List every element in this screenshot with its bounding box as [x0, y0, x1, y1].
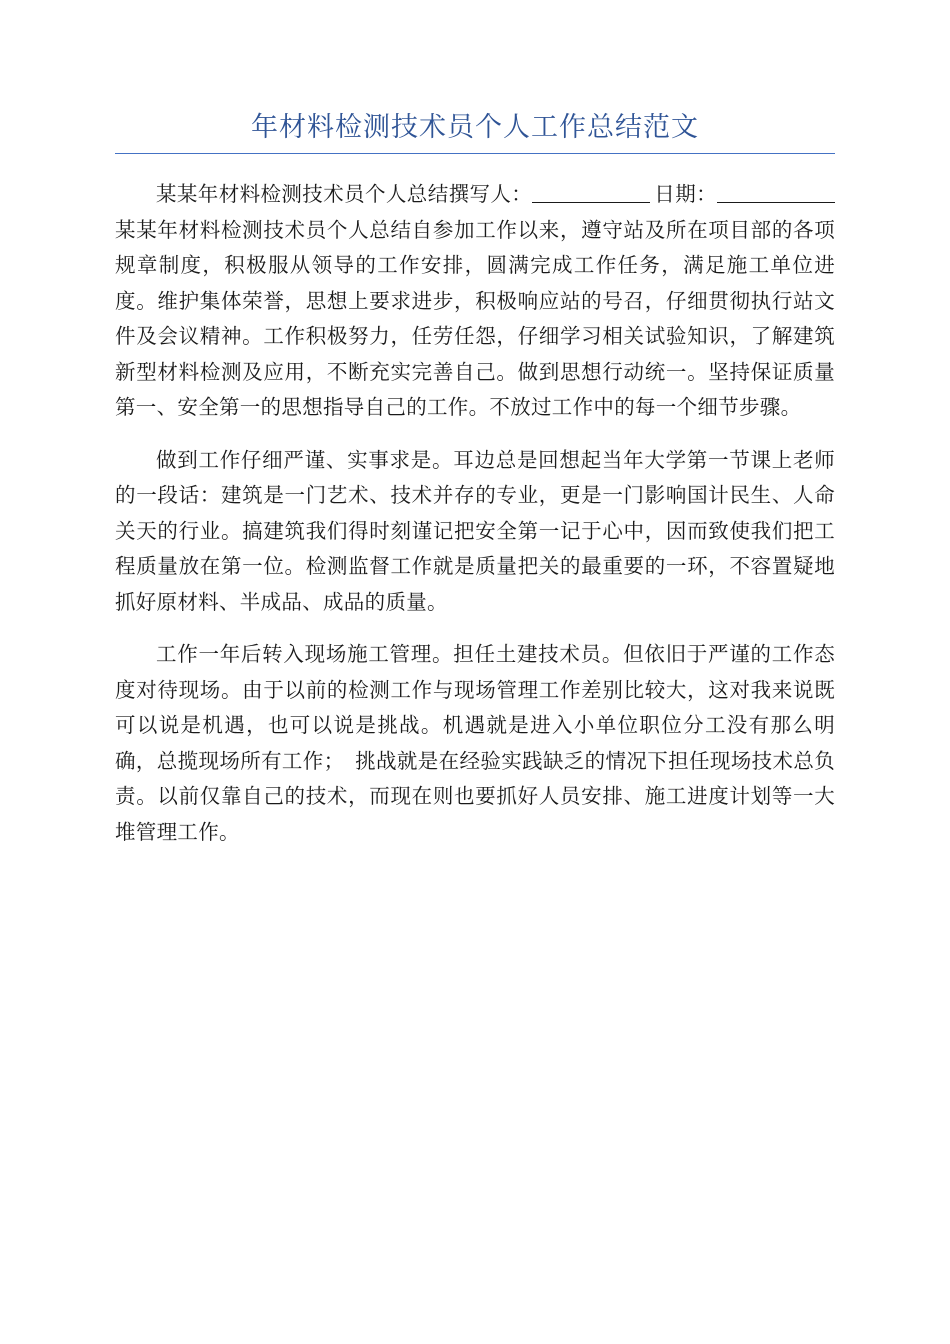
document-title: 年材料检测技术员个人工作总结范文 [251, 112, 699, 143]
paragraph-3: 工作一年后转入现场施工管理。担任土建技术员。但依旧于严谨的工作态度对待现场。由于以前的检测工作与现场管理工作差别比较大，这对我来说既可以说是机遇，也可以说是挑战。机遇就是进入小单位职位分工没有那么明确，总揽现场所有工作； 挑战就是在经验实践缺乏的情况下担任现场技术总负责。以前仅靠自己的技术，而现在则也要抓好人员安排、施工进度计划等一大堆管理工作。 [115, 642, 835, 844]
paragraph-1 [115, 177, 835, 426]
title-underline [115, 153, 835, 154]
document-body [115, 177, 835, 867]
paragraph-2: 做到工作仔细严谨、实事求是。耳边总是回想起当年大学第一节课上老师的一段话：建筑是一门艺术、技术并存的专业，更是一门影响国计民生、人命关天的行业。搞建筑我们得时刻谨记把安全第一记于心中，因而致使我们把工程质量放在第一位。检测监督工作就是质量把关的最重要的一环，不容置疑地抓好原材料、半成品、成品的质量。 [115, 447, 835, 614]
date-label: 日期： [654, 182, 718, 206]
paragraph-1-text: 某某年材料检测技术员个人总结自参加工作以来，遵守站及所在项目部的各项规章制度，积极服从领导的工作安排，圆满完成工作任务，满足施工单位进度。维护集体荣誉，思想上要求进步，积极响应站的号召，仔细贯彻执行站文件及会议精神。工作积极努力，任劳任怨，仔细学习相关试验知识，了解建筑新型材料检测及应用，不断充实完善自己。做到思想行动统一。坚持保证质量第一、安全第一的思想指导自己的工作。不放过工作中的每一个细节步骤。 [115, 217, 835, 419]
date-blank [717, 182, 835, 204]
author-label: 某某年材料检测技术员个人总结撰写人： [156, 182, 533, 206]
author-blank [532, 182, 650, 204]
